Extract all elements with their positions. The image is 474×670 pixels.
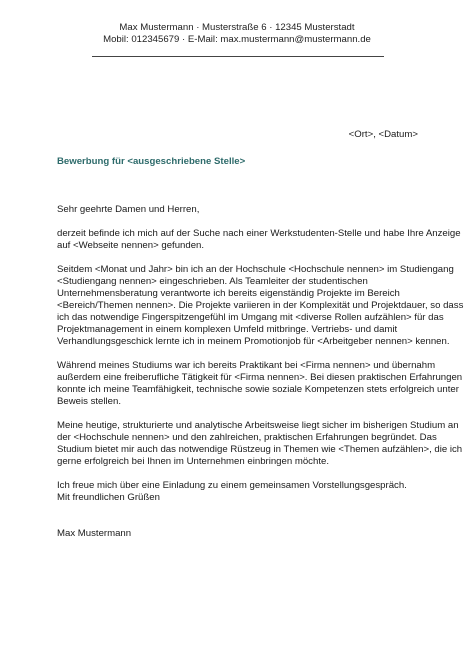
body-paragraphs	[57, 228, 464, 492]
body-paragraph	[57, 264, 464, 348]
paragraph-line: <Studiengang nennen> eingeschrieben. Als Teamleiter der studentischen	[57, 276, 368, 287]
paragraph-line: Projektmanagement in einem komplexen Umfeld mitbringe. Vertriebs- und damit	[57, 324, 398, 335]
paragraph-line: konnte ich meine Teamfähigkeit, technische sowie soziale Kompetenzen stets erfolgreich unter	[57, 384, 459, 395]
letterhead-divider	[92, 56, 384, 57]
paragraph-line: Meine heutige, strukturierte und analytische Arbeitsweise liegt sicher im bisherigen Studium an	[57, 420, 459, 431]
paragraph-line: Beweis stellen.	[57, 396, 121, 407]
paragraph-line: Verhandlungsgeschick lernte ich in meinem Promotionjob für <Arbeitgeber nennen> kennen.	[57, 336, 450, 347]
paragraph-line: Unternehmensberatung verantworte ich bereits eigenständig Projekte im Bereich	[57, 288, 400, 299]
paragraph-line: Studium bietet mir auch das notwendige Rüstzeug in Themen wie <Themen aufzählen>, die ich	[57, 444, 463, 455]
body-paragraph	[57, 228, 461, 252]
subject-line: Bewerbung für <ausgeschriebene Stelle>	[57, 156, 246, 167]
signature-name: Max Mustermann	[57, 528, 132, 539]
body-paragraph	[57, 420, 463, 468]
place-date: <Ort>, <Datum>	[348, 129, 418, 140]
paragraph-line: <Bereich/Themen nennen>. Die Projekte variieren in der Komplexität und Projektdauer, so dass	[57, 300, 464, 311]
closing-phrase: Mit freundlichen Grüßen	[57, 492, 160, 503]
letter-body	[57, 204, 464, 504]
paragraph-line: Während meines Studiums war ich bereits Praktikant bei <Firma nennen> und übernahm	[57, 360, 436, 371]
paragraph-line: Seitdem <Monat und Jahr> bin ich an der Hochschule <Hochschule nennen> im Studiengang	[57, 264, 454, 275]
paragraph-line: außerdem eine freiberufliche Tätigkeit für <Firma nennen>. Bei diesen praktischen Erfahrungen	[57, 372, 463, 383]
letterhead-contact: Mobil: 012345679 · E-Mail: max.mustermann@mustermann.de	[103, 34, 371, 45]
salutation: Sehr geehrte Damen und Herren,	[57, 204, 200, 215]
letterhead-address: Max Mustermann · Musterstraße 6 · 12345 Musterstadt	[119, 22, 355, 33]
paragraph-line: der <Hochschule nennen> und den zahlreichen, praktischen Erfahrungen begründet. Das	[57, 432, 437, 443]
paragraph-line: Ich freue mich über eine Einladung zu einem gemeinsamen Vorstellungsgespräch.	[57, 480, 407, 491]
paragraph-line: derzeit befinde ich mich auf der Suche nach einer Werkstudenten-Stelle und habe Ihre Anzeige	[57, 228, 461, 239]
letterhead	[0, 22, 474, 46]
body-paragraph	[57, 360, 463, 408]
paragraph-line: gerne erfolgreich bei Ihnen im Unternehmen einbringen möchte.	[57, 456, 329, 467]
body-paragraph	[57, 480, 427, 492]
paragraph-line: ich das notwendige Fingerspitzengefühl im Umgang mit <diverse Rollen aufzählen> für das	[57, 312, 444, 323]
paragraph-line: auf <Webseite nennen> gefunden.	[57, 240, 205, 251]
